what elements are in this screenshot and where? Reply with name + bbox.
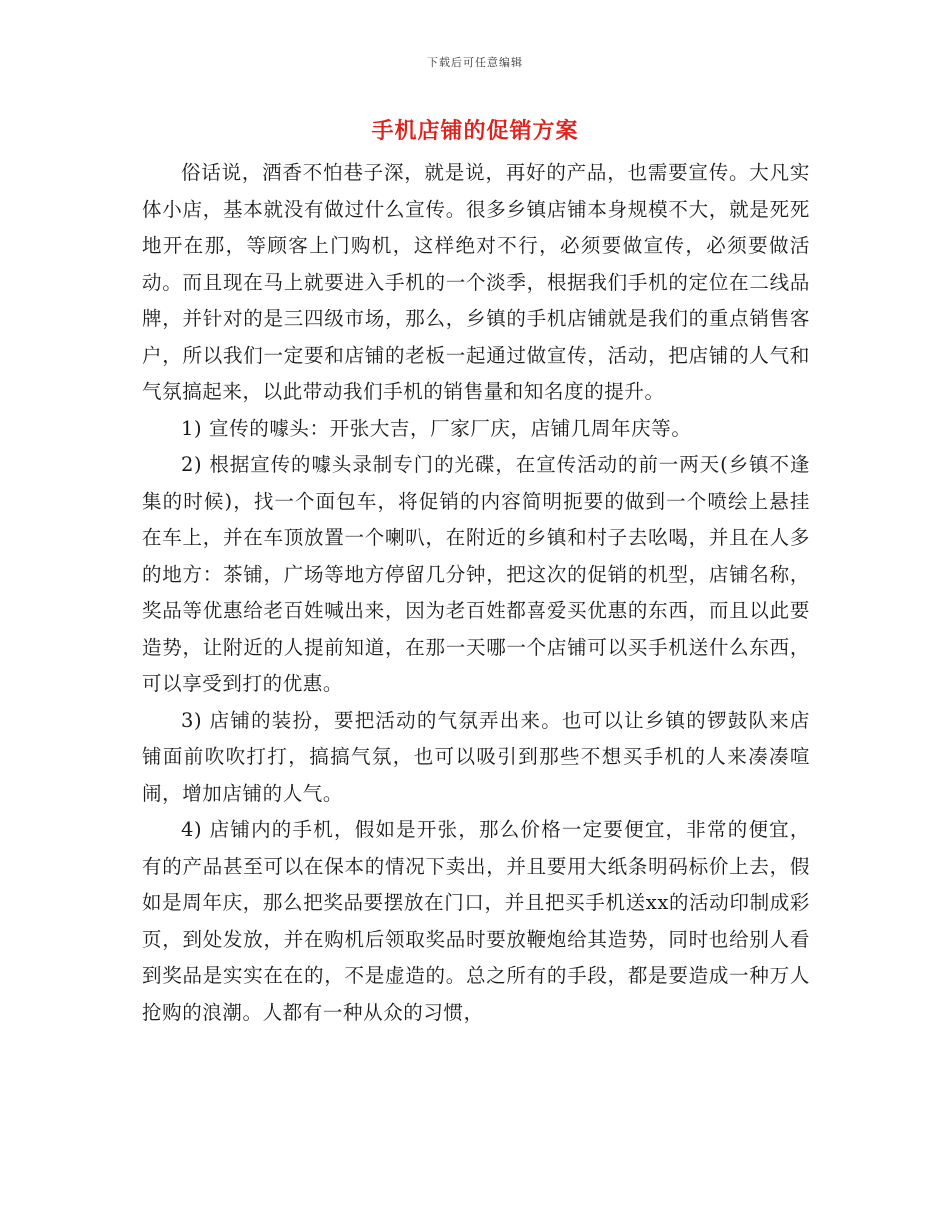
header-note: 下载后可任意编辑 — [427, 56, 523, 69]
paragraph-item-4: 4) 店铺内的手机，假如是开张，那么价格一定要便宜，非常的便宜，有的产品甚至可以在保本的情况下卖出，并且要用大纸条明码标价上去，假如是周年庆，那么把奖品要摆放在门口，并且把买手机送xx的活动印制成彩页，到处发放，并在购机后领取奖品时要放鞭炮给其造势，同时也给别人看到奖品是实实在在的，不是虚造的。总之所有的手段，都是要造成一种万人抢购的浪潮。人都有一种从众的习惯， — [142, 818, 810, 1024]
document-body — [142, 155, 810, 1031]
document-title: 手机店铺的促销方案 — [371, 118, 579, 144]
paragraph-item-3: 3) 店铺的装扮，要把活动的气氛弄出来。也可以让乡镇的锣鼓队来店铺面前吹吹打打，搞搞气氛，也可以吸引到那些不想买手机的人来凑凑喧闹，增加店铺的人气。 — [142, 708, 810, 805]
paragraph-intro: 俗话说，酒香不怕巷子深，就是说，再好的产品，也需要宣传。大凡实体小店，基本就没有做过什么宣传。很多乡镇店铺本身规模不大，就是死死地开在那，等顾客上门购机，这样绝对不行，必须要做宣传，必须要做活动。而且现在马上就要进入手机的一个淡季，根据我们手机的定位在二线品牌，并针对的是三四级市场，那么，乡镇的手机店铺就是我们的重点销售客户，所以我们一定要和店铺的老板一起通过做宣传，活动，把店铺的人气和气氛搞起来，以此带动我们手机的销售量和知名度的提升。 — [142, 161, 810, 403]
paragraph-item-1: 1) 宣传的噱头：开张大吉，厂家厂庆，店铺几周年庆等。 — [181, 416, 692, 440]
paragraph-item-2: 2) 根据宣传的噱头录制专门的光碟，在宣传活动的前一两天(乡镇不逢集的时候)，找一个面包车，将促销的内容简明扼要的做到一个喷绘上悬挂在车上，并在车顶放置一个喇叭，在附近的乡镇和村子去吆喝，并且在人多的地方：茶铺，广场等地方停留几分钟，把这次的促销的机型，店铺名称，奖品等优惠给老百姓喊出来，因为老百姓都喜爱买优惠的东西，而且以此要造势，让附近的人提前知道，在那一天哪一个店铺可以买手机送什么东西，可以享受到打的优惠。 — [142, 453, 810, 695]
